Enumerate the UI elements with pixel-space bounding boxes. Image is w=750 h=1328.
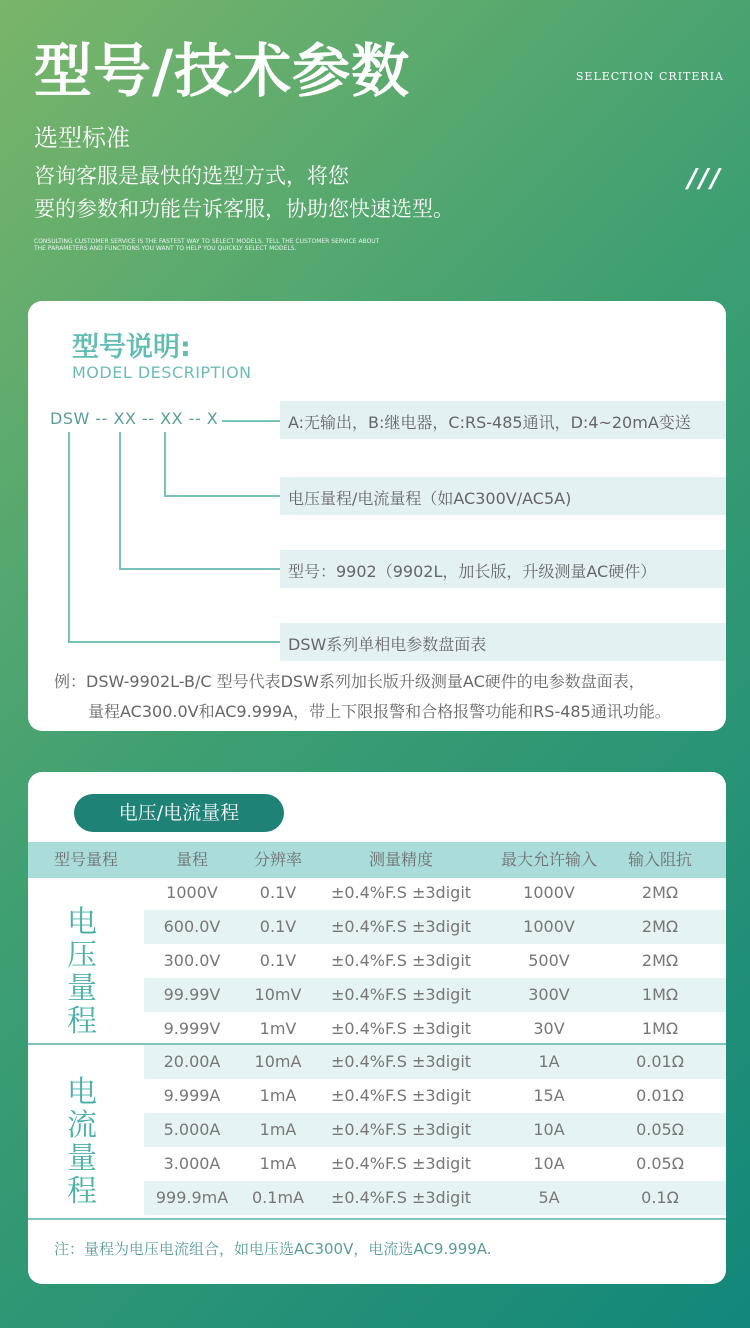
- table-cell: 15A: [533, 1086, 565, 1105]
- description-en: [34, 238, 394, 252]
- description-en-line: THE PARAMETERS AND FUNCTIONS YOU WANT TO HELP YOU QUICKLY SELECT MODELS.: [34, 245, 297, 252]
- table-cell: ±0.4%F.S ±3digit: [330, 951, 472, 970]
- group-label-char: 量: [67, 1141, 97, 1176]
- table-cell: 10A: [533, 1154, 565, 1173]
- table-cell: 1mV: [259, 1019, 297, 1038]
- table-cell: 0.1mA: [252, 1188, 304, 1207]
- table-cell: 600.0V: [163, 917, 221, 936]
- table-header-cell: 型号量程: [53, 850, 118, 869]
- model-row-series: DSW系列单相电参数盘面表: [288, 635, 487, 654]
- table-cell: 99.99V: [163, 985, 221, 1004]
- section-subtitle: 选型标准: [34, 124, 130, 152]
- table-cell: 2MΩ: [641, 883, 679, 902]
- table-cell: ±0.4%F.S ±3digit: [330, 1052, 472, 1071]
- group-label-char: 程: [67, 1174, 97, 1209]
- table-row: [144, 944, 726, 978]
- page-title: 型号/技术参数: [34, 37, 411, 105]
- table-bottom-border: [28, 1218, 726, 1220]
- description-en-line: CONSULTING CUSTOMER SERVICE IS THE FASTEST WAY TO SELECT MODELS. TELL THE CUSTOMER SERVICE ABOUT: [34, 238, 380, 245]
- table-cell: ±0.4%F.S ±3digit: [330, 1154, 472, 1173]
- table-cell: ±0.4%F.S ±3digit: [330, 1120, 472, 1139]
- group-label-char: 电: [67, 905, 97, 940]
- model-row-model: 型号：9902（9902L，加长版，升级测量AC硬件）: [288, 562, 657, 581]
- table-cell: 1MΩ: [641, 1019, 679, 1038]
- table-cell: 1mA: [259, 1154, 297, 1173]
- table-cell: 10A: [533, 1120, 565, 1139]
- model-code: DSW -- XX -- XX -- X: [50, 409, 219, 428]
- connector-line: [119, 568, 280, 570]
- table-cell: 0.05Ω: [636, 1120, 684, 1139]
- connector-line: [68, 432, 70, 642]
- slash-decoration: ///: [687, 164, 722, 194]
- model-description-card: [28, 301, 726, 731]
- model-row-output: A:无输出，B:继电器，C:RS-485通讯，D:4~20mA变送: [288, 413, 691, 432]
- table-cell: 0.1V: [259, 951, 297, 970]
- table-cell: 1mA: [259, 1086, 297, 1105]
- table-header-cell: 测量精度: [368, 850, 433, 869]
- table-cell: ±0.4%F.S ±3digit: [330, 883, 472, 902]
- range-badge: 电压/电流量程: [74, 794, 284, 832]
- table-cell: 5.000A: [163, 1120, 221, 1139]
- current-group-label: [60, 1076, 104, 1208]
- table-header-cell: 最大允许输入: [500, 850, 597, 869]
- table-row: [144, 1113, 726, 1147]
- table-cell: 0.01Ω: [636, 1086, 684, 1105]
- table-cell: 9.999A: [163, 1086, 221, 1105]
- table-cell: 1A: [538, 1052, 560, 1071]
- table-cell: ±0.4%F.S ±3digit: [330, 985, 472, 1004]
- table-cell: 0.05Ω: [636, 1154, 684, 1173]
- table-cell: 20.00A: [163, 1052, 221, 1071]
- table-cell: 9.999V: [163, 1019, 221, 1038]
- table-cell: 30V: [533, 1019, 565, 1038]
- range-table-card: [28, 772, 726, 1284]
- table-cell: 999.9mA: [155, 1188, 229, 1207]
- table-cell: 300V: [528, 985, 570, 1004]
- table-cell: ±0.4%F.S ±3digit: [330, 917, 472, 936]
- group-label-char: 量: [67, 971, 97, 1006]
- example-line: 量程AC300.0V和AC9.999A，带上下限报警和合格报警功能和RS-485通讯功能。: [88, 702, 671, 721]
- table-cell: ±0.4%F.S ±3digit: [330, 1086, 472, 1105]
- table-cell: ±0.4%F.S ±3digit: [330, 1188, 472, 1207]
- connector-line: [222, 420, 280, 422]
- example-line: 例：DSW-9902L-B/C 型号代表DSW系列加长版升级测量AC硬件的电参数盘面表，: [54, 672, 645, 691]
- table-cell: 2MΩ: [641, 951, 679, 970]
- table-cell: 10mV: [254, 985, 302, 1004]
- group-label-char: 压: [67, 938, 97, 973]
- model-example: [54, 667, 714, 727]
- group-label-char: 流: [67, 1108, 97, 1143]
- connector-line: [164, 495, 280, 497]
- group-label-char: 电: [67, 1075, 97, 1110]
- connector-line: [119, 432, 121, 569]
- table-cell: 10mA: [254, 1052, 302, 1071]
- table-row: [144, 1079, 726, 1113]
- table-cell: 1000V: [166, 883, 218, 902]
- table-header-cell: 量程: [175, 850, 208, 869]
- connector-line: [164, 432, 166, 496]
- page-title-en: SELECTION CRITERIA: [575, 70, 724, 83]
- table-cell: 2MΩ: [641, 917, 679, 936]
- description-line: 要的参数和功能告诉客服，协助您快速选型。: [34, 197, 454, 221]
- table-row: [144, 876, 726, 910]
- table-row: [144, 1045, 726, 1079]
- section-description: [34, 160, 554, 226]
- table-cell: 5A: [538, 1188, 560, 1207]
- table-note: 注：量程为电压电流组合，如电压选AC300V，电流选AC9.999A.: [54, 1240, 492, 1258]
- table-cell: 300.0V: [163, 951, 221, 970]
- table-cell: ±0.4%F.S ±3digit: [330, 1019, 472, 1038]
- table-row: [144, 1181, 726, 1215]
- voltage-group-label: [60, 906, 104, 1038]
- table-cell: 0.1V: [259, 883, 297, 902]
- connector-line: [68, 641, 280, 643]
- table-cell: 0.1Ω: [641, 1188, 679, 1207]
- table-cell: 0.1V: [259, 917, 297, 936]
- table-cell: 3.000A: [163, 1154, 221, 1173]
- table-row: [144, 1147, 726, 1181]
- table-cell: 1mA: [259, 1120, 297, 1139]
- table-row: [144, 978, 726, 1012]
- model-description-title: 型号说明:: [72, 332, 191, 363]
- group-label-char: 程: [67, 1004, 97, 1039]
- model-description-title-en: MODEL DESCRIPTION: [72, 363, 252, 382]
- table-cell: 0.01Ω: [636, 1052, 684, 1071]
- table-cell: 1000V: [523, 883, 575, 902]
- table-cell: 500V: [528, 951, 570, 970]
- table-row: [144, 910, 726, 944]
- description-line: 咨询客服是最快的选型方式，将您: [34, 164, 349, 188]
- table-row: [144, 1012, 726, 1046]
- table-header-cell: 分辨率: [253, 850, 302, 869]
- model-row-range: 电压量程/电流量程（如AC300V/AC5A): [288, 489, 572, 508]
- table-cell: 1000V: [523, 917, 575, 936]
- table-cell: 1MΩ: [641, 985, 679, 1004]
- table-header-cell: 输入阻抗: [627, 850, 692, 869]
